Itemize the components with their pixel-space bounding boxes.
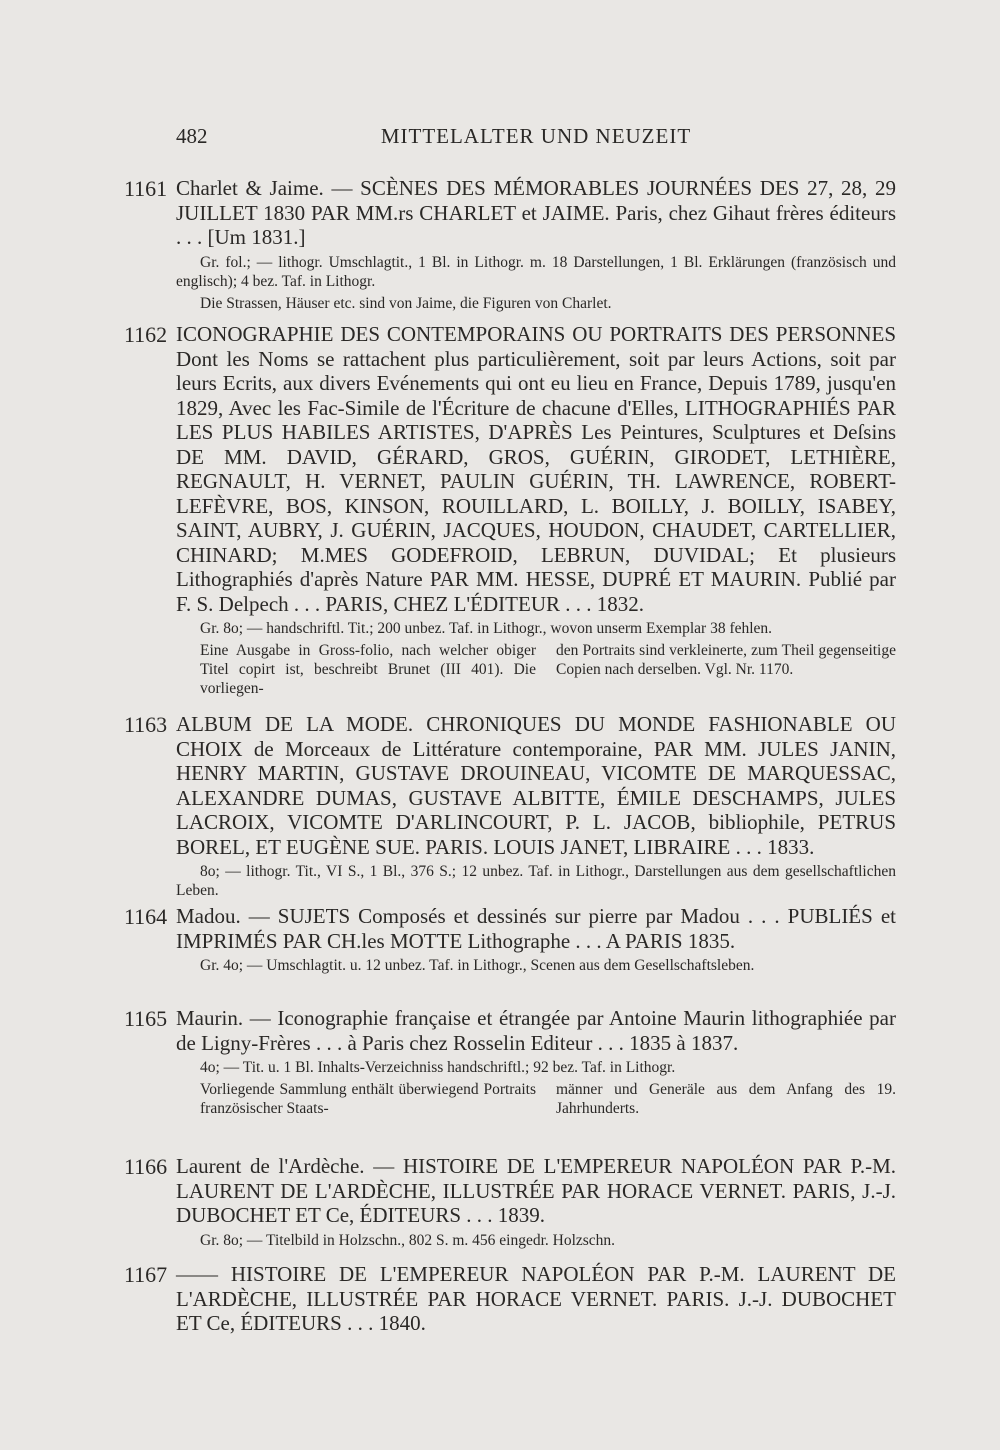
entry-number: 1165	[124, 1006, 168, 1031]
catalog-entry-1163	[124, 712, 896, 900]
page-number: 482	[176, 124, 208, 148]
catalog-entry-1167	[124, 1262, 896, 1336]
entry-title: ICONOGRAPHIE DES CONTEMPORAINS OU PORTRAITS DES PERSONNES Dont les Noms se rattachent plus particulièrement, soit par leurs Actions, soit par leurs Ecrits, aux divers Evénements qui ont eu lieu en France, Depuis 1789, jusqu'en 1829, Avec les Fac-Simile de l'Écriture de chacune d'Elles, LITHOGRAPHIÉS PAR LES PLUS HABILES ARTISTES, D'APRÈS Les Peintures, Sculptures et Deſsins DE MM. DAVID, GÉRARD, GROS, GUÉRIN, GIRODET, LETHIÈRE, REGNAULT, H. VERNET, PAULIN GUÉRIN, TH. LAWRENCE, ROBERT-LEFÈVRE, BOS, KINSON, ROUILLARD, L. BOILLY, J. BOILLY, ISABEY, SAINT, AUBRY, J. GUÉRIN, JACQUES, HOUDON, CHAUDET, CARTELLIER, CHINARD; M.MES GODEFROID, LEBRUN, DUVIDAL; Et plusieurs Lithographiés d'après Nature PAR MM. HESSE, DUPRÉ ET MAURIN. Publié par F. S. Delpech . . . PARIS, CHEZ L'ÉDITEUR . . . 1832.	[176, 322, 896, 616]
entry-number: 1161	[124, 176, 168, 201]
running-title: MITTELALTER UND NEUZEIT	[380, 124, 692, 148]
remark-right-column: den Portraits sind verkleinerte, zum Theil gegenseitige Copien nach derselben. Vgl. Nr. 1170.	[556, 642, 896, 678]
entry-collation: 8o; — lithogr. Tit., VI S., 1 Bl., 376 S.; 12 unbez. Taf. in Lithogr., Darstellungen aus dem gesellschaftlichen Leben.	[176, 863, 896, 899]
entry-collation: 4o; — Tit. u. 1 Bl. Inhalts-Verzeichniss handschriftl.; 92 bez. Taf. in Lithogr.	[200, 1059, 676, 1076]
entry-number: 1163	[124, 712, 168, 737]
entry-number: 1164	[124, 904, 168, 929]
catalog-entry-1162	[124, 322, 896, 698]
entry-title: Charlet & Jaime. — SCÈNES DES MÉMORABLES JOURNÉES DES 27, 28, 29 JUILLET 1830 PAR MM.rs CHARLET et JAIME. Paris, chez Gihaut frères éditeurs . . . [Um 1831.]	[176, 176, 896, 249]
page-header	[176, 124, 896, 154]
entry-number: 1167	[124, 1262, 168, 1287]
entry-title: ALBUM DE LA MODE. CHRONIQUES DU MONDE FASHIONABLE OU CHOIX de Morceaux de Littérature contemporaine, PAR MM. JULES JANIN, HENRY MARTIN, GUSTAVE DROUINEAU, VICOMTE DE MARQUESSAC, ALEXANDRE DUMAS, GUSTAVE ALBITTE, ÉMILE DESCHAMPS, JULES LACROIX, VICOMTE D'ARLINCOURT, P. L. JACOB, bibliophile, PETRUS BOREL, ET EUGÈNE SUE. PARIS. LOUIS JANET, LIBRAIRE . . . 1833.	[176, 712, 896, 859]
entry-title: Laurent de l'Ardèche. — HISTOIRE DE L'EMPEREUR NAPOLÉON PAR P.-M. LAURENT DE L'ARDÈCHE, ILLUSTRÉE PAR HORACE VERNET. PARIS, J.-J. DUBOCHET ET Ce, ÉDITEURS . . . 1839.	[176, 1154, 896, 1227]
remark-right-column: männer und Generäle aus dem Anfang des 19. Jahrhunderts.	[556, 1081, 896, 1117]
entry-collation: Gr. 8o; — Titelbild in Holzschn., 802 S. m. 456 eingedr. Holzschn.	[200, 1231, 616, 1249]
entry-title: Maurin. — Iconographie française et étrangée par Antoine Maurin lithographiée par de Ligny-Frères . . . à Paris chez Rosselin Editeur . . . 1835 à 1837.	[176, 1006, 896, 1055]
catalog-entry-1166	[124, 1154, 896, 1250]
remark-left-column: Eine Ausgabe in Gross-folio, nach welcher obiger Titel copirt ist, beschreibt Brunet (III 401). Die vorliegen-	[200, 642, 536, 697]
entry-remark-columns	[176, 1080, 896, 1118]
catalog-entry-1164	[124, 904, 896, 975]
entry-remark-columns	[176, 641, 896, 698]
entry-collation: Gr. 8o; — handschriftl. Tit.; 200 unbez. Taf. in Lithogr., wovon unserm Exemplar 38 fehlen.	[200, 620, 773, 637]
entry-remark: Die Strassen, Häuser etc. sind von Jaime, die Figuren von Charlet.	[200, 294, 612, 312]
entry-title: —— HISTOIRE DE L'EMPEREUR NAPOLÉON PAR P.-M. LAURENT DE L'ARDÈCHE, ILLUSTRÉE PAR HORACE VERNET. PARIS. J.-J. DUBOCHET ET Ce, ÉDITEURS . . . 1840.	[176, 1262, 896, 1335]
entry-number: 1166	[124, 1154, 168, 1179]
entry-number: 1162	[124, 322, 168, 347]
catalog-entry-1161	[124, 176, 896, 313]
entry-collation: Gr. fol.; — lithogr. Umschlagtit., 1 Bl. in Lithogr. m. 18 Darstellungen, 1 Bl. Erklärungen (französisch und englisch); 4 bez. Taf. in Lithogr.	[176, 253, 896, 290]
entry-collation: Gr. 4o; — Umschlagtit. u. 12 unbez. Taf. in Lithogr., Scenen aus dem Gesellschaftsleben.	[200, 957, 755, 974]
catalog-entry-1165	[124, 1006, 896, 1118]
remark-left-column: Vorliegende Sammlung enthält überwiegend Portraits französischer Staats-	[200, 1081, 536, 1117]
entry-title: Madou. — SUJETS Composés et dessinés sur pierre par Madou . . . PUBLIÉS et IMPRIMÉS PAR CH.les MOTTE Lithographe . . . A PARIS 1835.	[176, 904, 896, 953]
